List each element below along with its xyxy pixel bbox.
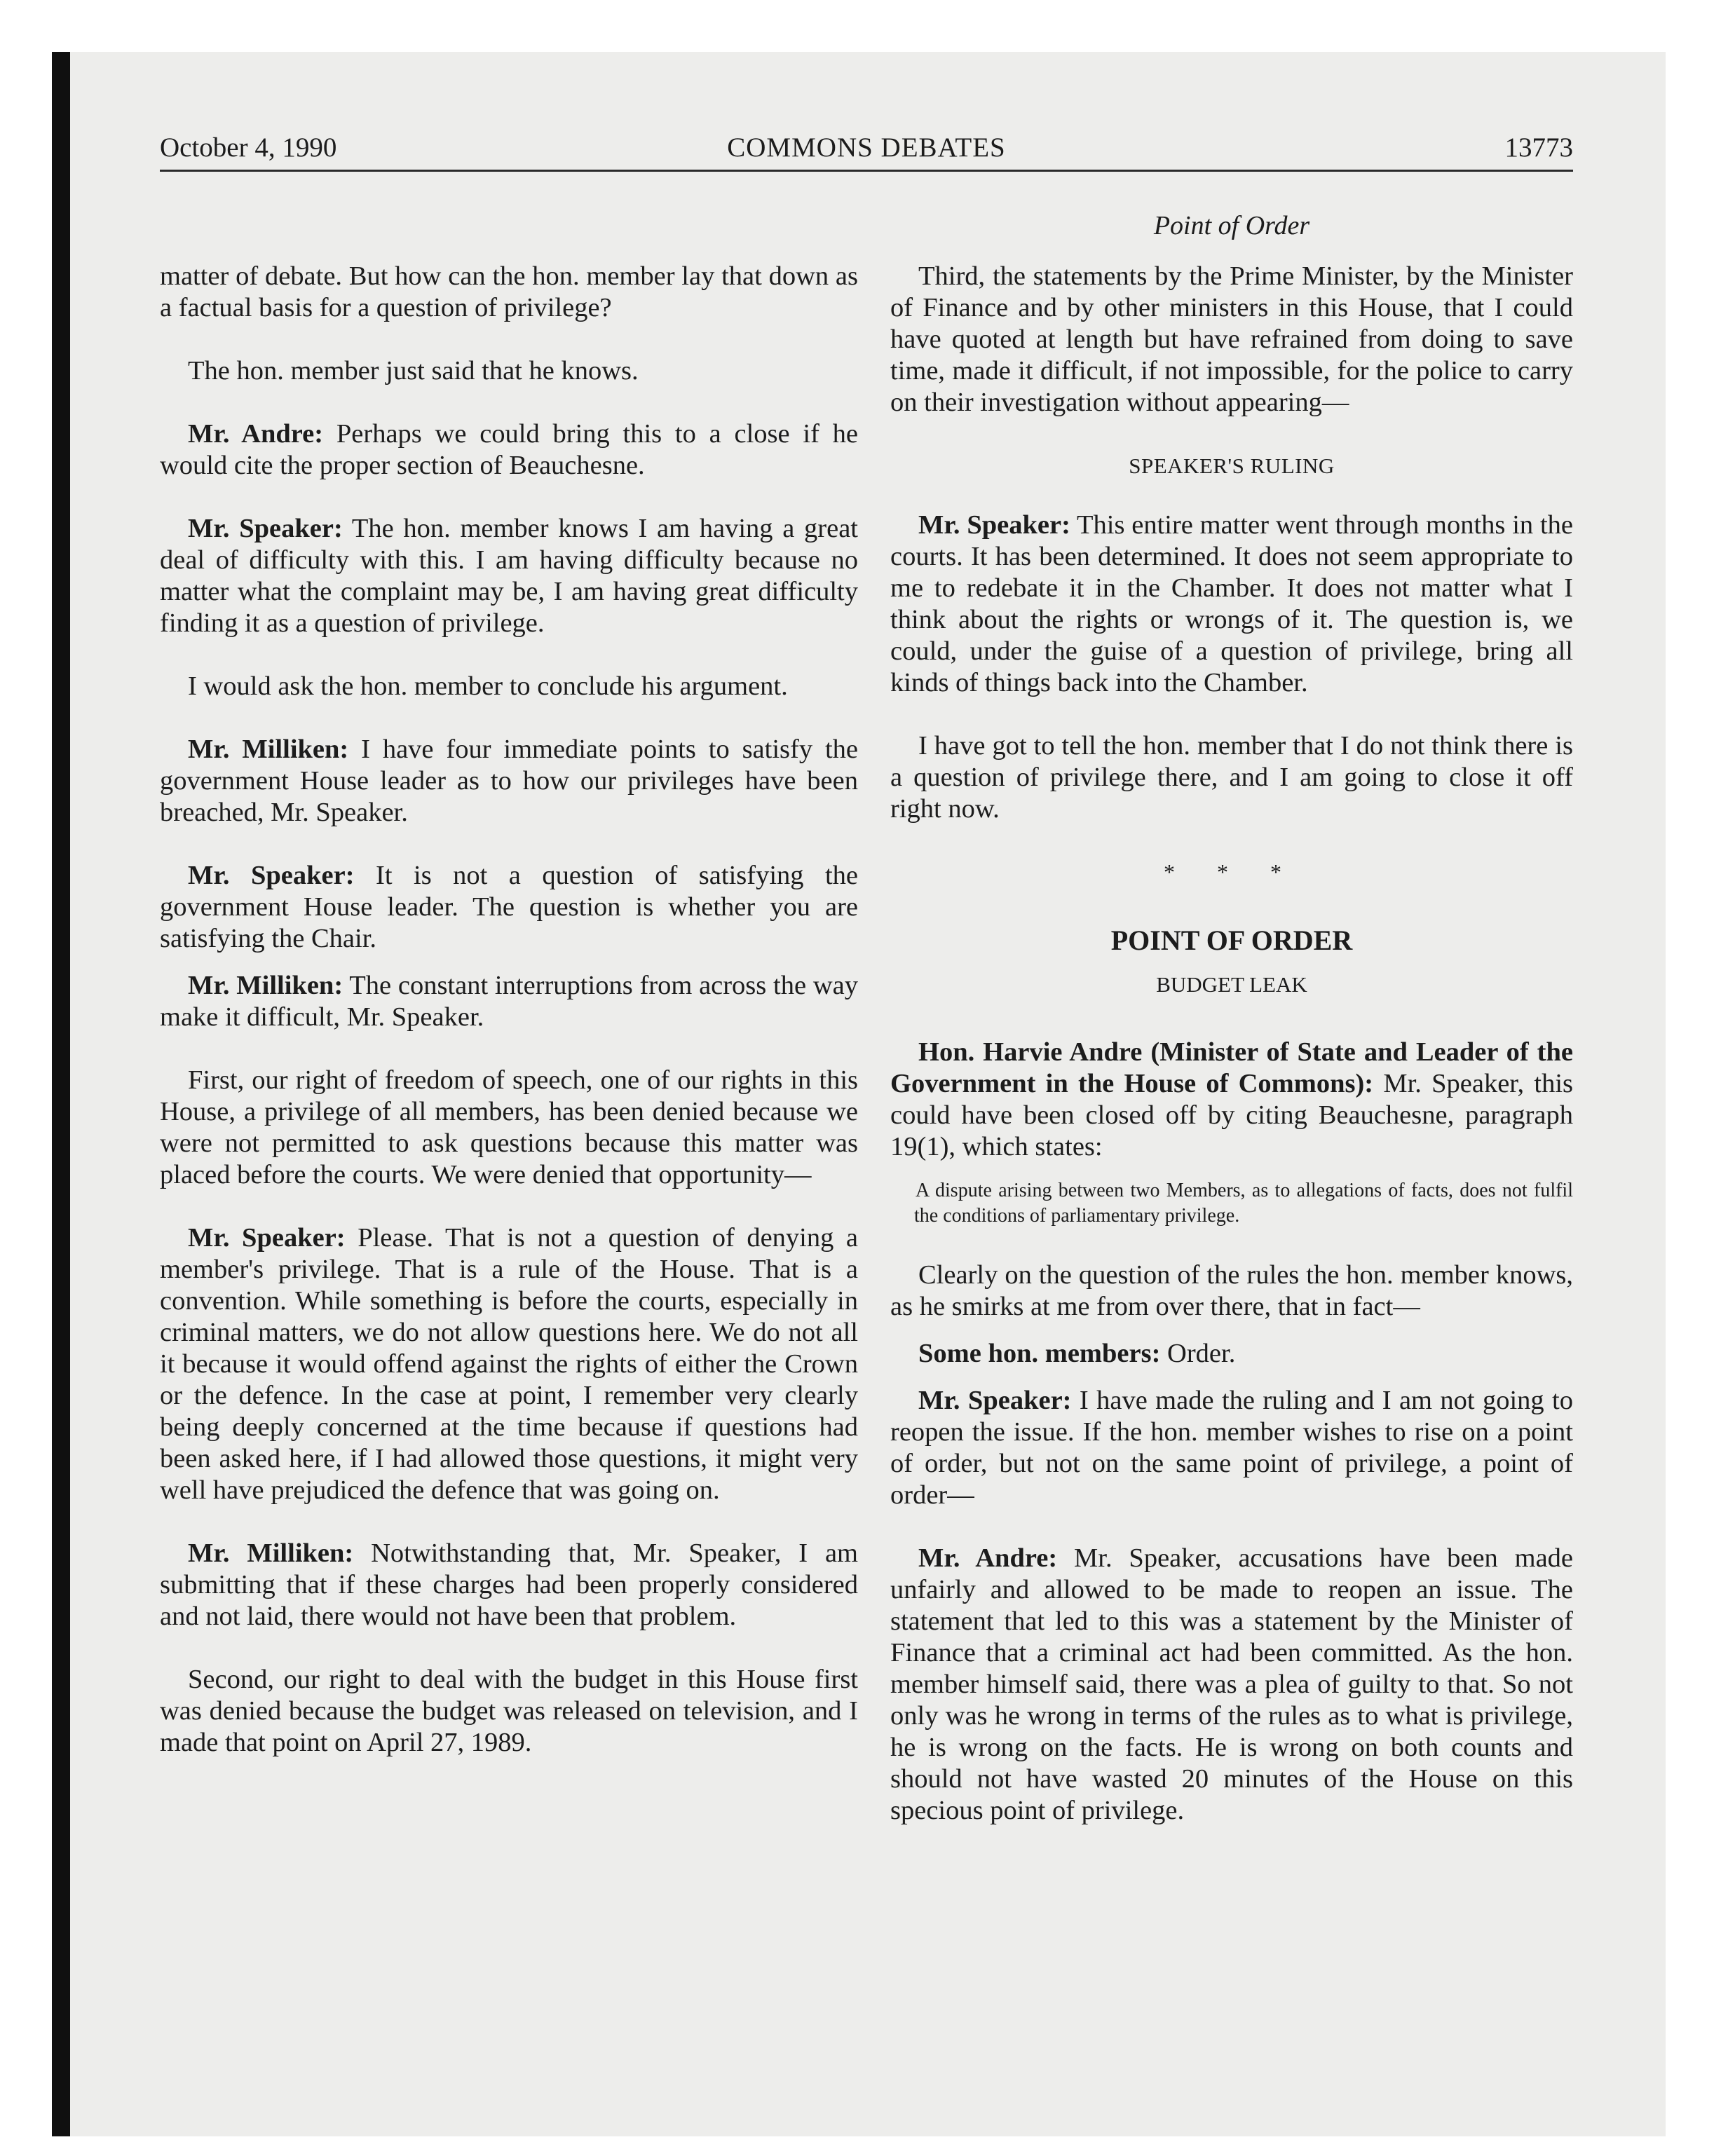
speaker-name: Mr. Speaker:: [918, 510, 1070, 540]
paragraph: [160, 418, 858, 482]
paragraph: [160, 1065, 858, 1191]
header-page-number: 13773: [1504, 132, 1573, 163]
speaker-name: Mr. Speaker:: [188, 514, 343, 543]
paragraph: [160, 261, 858, 324]
block-quote: A dispute arising between two Members, as to allegations of facts, does not fulfil the conditions of parliamentary privilege.: [914, 1180, 1573, 1227]
paragraph: [890, 510, 1573, 699]
speaker-name: Hon. Harvie Andre (Minister of State and Leader of the Government in the House of Commons):: [890, 1037, 1573, 1098]
speaker-name: Some hon. members:: [918, 1339, 1161, 1368]
paragraph: [160, 734, 858, 828]
paragraph: [890, 261, 1573, 418]
paragraph-text: I have got to tell the hon. member that I do not think there is a question of privilege there, and I am going to close it off right now.: [890, 731, 1573, 824]
paragraph-text: Order.: [1167, 1339, 1236, 1368]
speaker-name: Mr. Andre:: [188, 419, 324, 449]
section-subtitle: BUDGET LEAK: [1156, 972, 1307, 997]
speaker-name: Mr. Andre:: [918, 1543, 1058, 1573]
paragraph-text: Mr. Speaker, this could have been closed off by citing Beauchesne, paragraph 19(1), which states:: [890, 1069, 1574, 1161]
speaker-name: Mr. Speaker:: [188, 1223, 346, 1253]
header-rule: [160, 170, 1573, 172]
paragraph: [160, 1664, 858, 1759]
paragraph: [160, 513, 858, 639]
right-column: [890, 261, 1573, 1858]
paragraph-text: I have four immediate points to satisfy the government House leader as to how our privileges have been breached, Mr. Speaker.: [160, 735, 858, 827]
paragraph: [160, 355, 858, 387]
paragraph-text: Second, our right to deal with the budget in this House first was denied because the budget was released on television, and I made that point on April 27, 1989.: [160, 1665, 858, 1757]
header-publication: COMMONS DEBATES: [727, 132, 1006, 163]
speaker-name: Mr. Speaker:: [188, 861, 355, 890]
paragraph-text: It is not a question of satisfying the government House leader. The question is whether you are satisfying the Chair.: [160, 861, 859, 953]
paragraph-text: Perhaps we could bring this to a close if he would cite the proper section of Beauchesne.: [160, 419, 858, 480]
scan-edge-shadow: [52, 52, 70, 2136]
paragraph: [890, 1338, 1573, 1370]
header-date: October 4, 1990: [160, 132, 337, 163]
paragraph-text: I have made the ruling and I am not going to reopen the issue. If the hon. member wishes to rise on a point of order, but not on the same point of privilege, a point of order—: [890, 1386, 1574, 1510]
paragraph-text: I would ask the hon. member to conclude his argument.: [188, 671, 788, 701]
speaker-name: Mr. Milliken:: [188, 971, 343, 1000]
paragraph-text: The hon. member just said that he knows.: [188, 356, 639, 386]
paragraph-text: Clearly on the question of the rules the hon. member knows, as he smirks at me from over there, that in fact—: [890, 1260, 1573, 1321]
paragraph: [160, 860, 858, 955]
speakers-ruling-heading: SPEAKER'S RULING: [1129, 453, 1335, 478]
paragraph-text: Notwithstanding that, Mr. Speaker, I am submitting that if these charges had been properly considered and not laid, there would not have been that problem.: [160, 1538, 858, 1631]
running-header: [160, 132, 1573, 165]
paragraph-text: First, our right of freedom of speech, one of our rights in this House, a privilege of all members, has been denied because we were not permitted to ask questions because this matter was placed before the courts. We were denied that opportunity—: [160, 1065, 858, 1189]
paragraph: [160, 970, 858, 1033]
paragraph-text: Third, the statements by the Prime Minister, by the Minister of Finance and by other ministers in this House, that I could have quoted at length but have refrained from doing to save time, made it difficult, if not impossible, for the police to carry on their investigation without appearing—: [890, 261, 1573, 417]
paragraph-text: matter of debate. But how can the hon. member lay that down as a factual basis for a question of privilege?: [160, 261, 858, 322]
paragraph-text: The constant interruptions from across the way make it difficult, Mr. Speaker.: [160, 971, 858, 1032]
section-title: POINT OF ORDER: [1110, 925, 1353, 956]
speaker-name: Mr. Speaker:: [918, 1386, 1072, 1415]
paragraph: [160, 1222, 858, 1506]
left-column: [160, 261, 858, 1790]
speaker-name: Mr. Milliken:: [188, 735, 349, 764]
paragraph: [890, 730, 1573, 825]
section-separator: * * *: [1164, 859, 1300, 885]
paragraph: [160, 671, 858, 702]
paragraph-text: This entire matter went through months in the courts. It has been determined. It does not seem appropriate to me to redebate it in the Chamber. It does not matter what I think about the rights or wrongs of it. The question is, we could, under the guise of a question of privilege, bring all kinds of things back into the Chamber.: [890, 510, 1573, 697]
paragraph-text: The hon. member knows I am having a great deal of difficulty with this. I am having difficulty because no matter what the complaint may be, I am having great difficulty finding it as a question of privilege.: [160, 514, 858, 638]
paragraph: [160, 1538, 858, 1632]
paragraph: [890, 1037, 1573, 1163]
paragraph-text: Please. That is not a question of denying a member's privilege. That is a rule of the House. That is a convention. While something is before the courts, especially in criminal matters, we do not allow questions here. We do not all it because it would offend against the rights of either the Crown or the defence. In the case at point, I remember very clearly being deeply concerned at the time because if questions had been asked here, if I had allowed those questions, it might very well have prejudiced the defence that was going on.: [160, 1223, 858, 1505]
paragraph: [890, 1385, 1573, 1511]
paragraph-text: Mr. Speaker, accusations have been made unfairly and allowed to be made to reopen an issue. The statement that led to this was a statement by the Minister of Finance that a criminal act had been committed. As the hon. member himself said, there was a plea of guilty to that. So not only was he wrong in terms of the rules as to what is privilege, he is wrong on the facts. He is wrong on both counts and should not have wasted 20 minutes of the House on this specious point of privilege.: [890, 1543, 1574, 1825]
speaker-name: Mr. Milliken:: [188, 1538, 354, 1568]
paragraph: [890, 1543, 1573, 1827]
paragraph: [890, 1260, 1573, 1323]
column-tag: Point of Order: [1153, 211, 1310, 240]
